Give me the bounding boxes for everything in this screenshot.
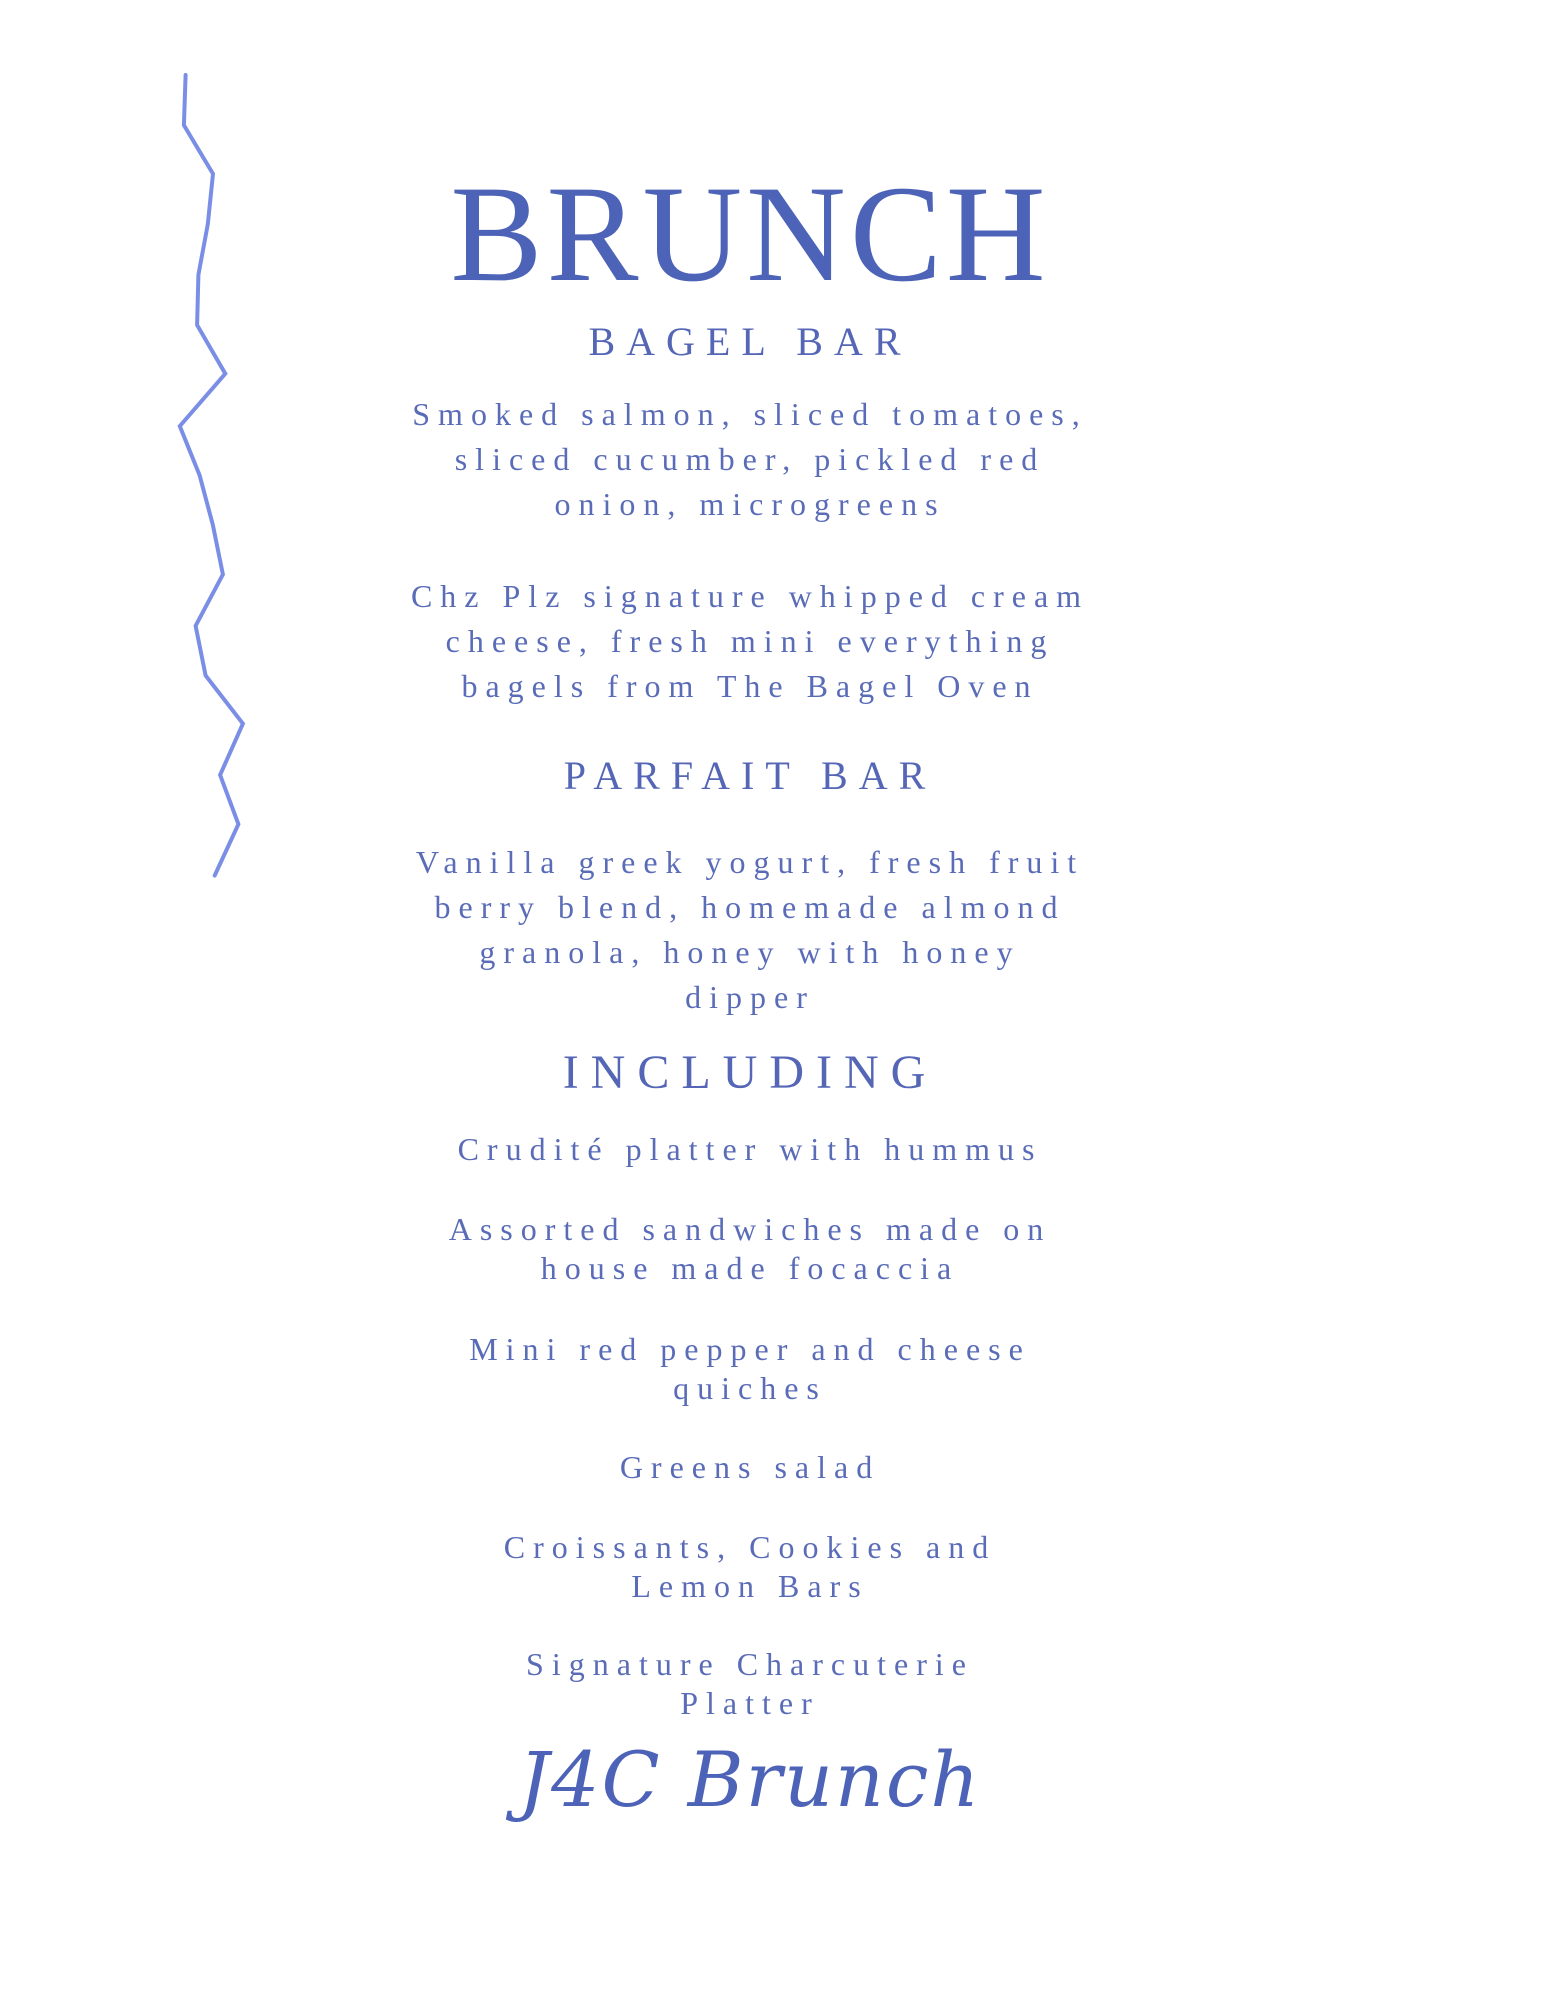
menu-item-line: sliced cucumber, pickled red [454, 441, 1046, 477]
menu-item-sandwiches [340, 1210, 1160, 1288]
section-heading-including: INCLUDING [562, 1046, 938, 1099]
menu-title: BRUNCH [450, 157, 1050, 310]
menu-item-smoked-salmon [340, 392, 1160, 527]
menu-item-crudite [340, 1130, 1160, 1169]
menu-item-line: Greens salad [619, 1449, 881, 1485]
menu-item-cream-cheese-bagels [340, 574, 1160, 709]
menu-item-line: cheese, fresh mini everything [445, 623, 1055, 659]
menu-item-greens-salad [340, 1448, 1160, 1487]
signature-script: J4C Brunch [518, 1735, 982, 1824]
menu-item-line: Crudité platter with hummus [457, 1131, 1043, 1167]
menu-item-line: bagels from The Bagel Oven [461, 668, 1039, 704]
menu-item-line: onion, microgreens [554, 486, 946, 522]
menu-item-line: berry blend, homemade almond [434, 889, 1066, 925]
menu-item-line: granola, honey with honey [479, 934, 1021, 970]
menu-item-line: Chz Plz signature whipped cream [410, 578, 1090, 614]
section-heading-bagel-bar: BAGEL BAR [588, 319, 912, 364]
menu-item-line: Mini red pepper and cheese [469, 1331, 1031, 1367]
menu-item-parfait [340, 840, 1160, 1020]
menu-item-line: Assorted sandwiches made on [448, 1211, 1052, 1247]
menu-item-charcuterie [340, 1645, 1160, 1723]
menu-item-line: Signature Charcuterie [526, 1646, 974, 1682]
menu-item-desserts [340, 1528, 1160, 1606]
menu-item-line: Vanilla greek yogurt, fresh fruit [415, 844, 1085, 880]
menu-item-line: quiches [673, 1370, 827, 1406]
menu-item-line: Croissants, Cookies and [503, 1529, 997, 1565]
menu-item-line: house made focaccia [540, 1250, 960, 1286]
menu-item-line: Smoked salmon, sliced tomatoes, [412, 396, 1088, 432]
section-heading-parfait-bar: PARFAIT BAR [563, 753, 937, 798]
menu-item-quiches [340, 1330, 1160, 1408]
menu-item-line: Platter [680, 1685, 820, 1721]
menu-item-line: dipper [685, 979, 815, 1015]
menu-item-line: Lemon Bars [631, 1568, 869, 1604]
